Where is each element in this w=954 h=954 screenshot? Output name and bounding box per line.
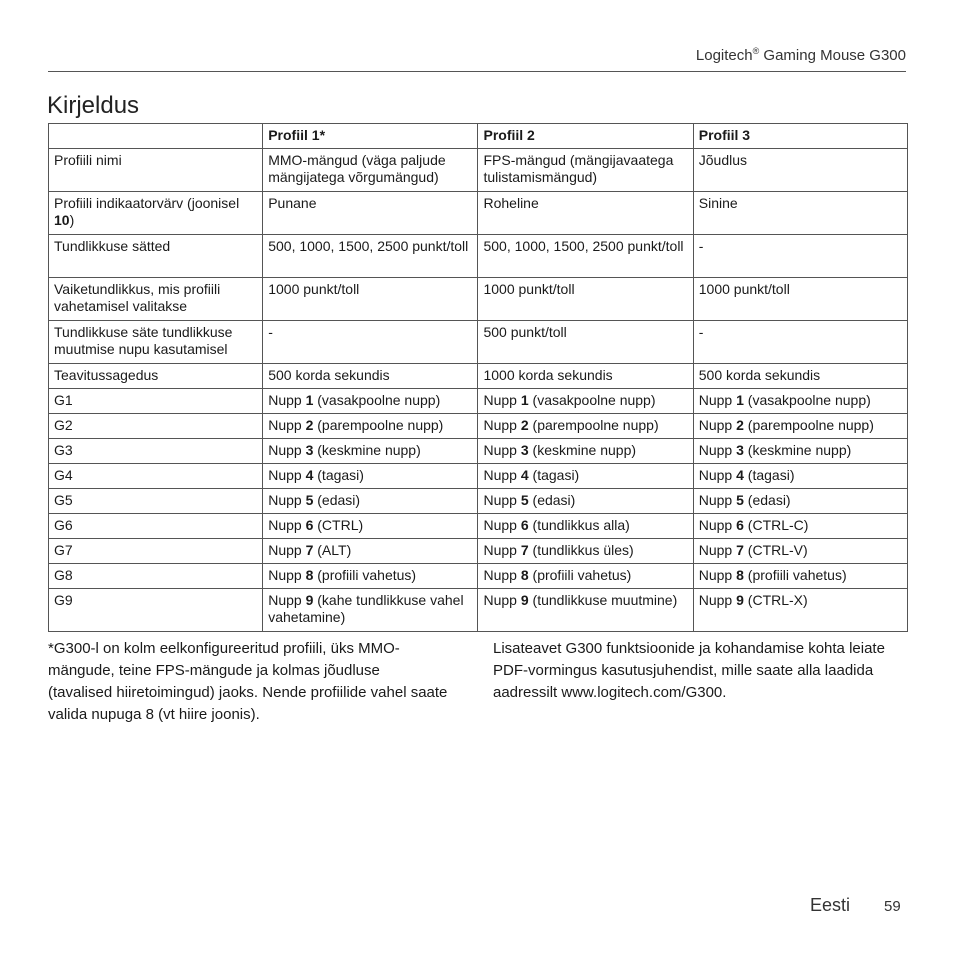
table-cell: [693, 514, 907, 539]
table-cell: [693, 439, 907, 464]
product-name: Gaming Mouse G300: [759, 47, 906, 64]
button-number: 4: [520, 467, 529, 483]
button-number: 3: [305, 442, 314, 458]
table-cell: 1000 punkt/toll: [478, 278, 693, 321]
button-number: 9: [736, 592, 744, 608]
registered-mark: ®: [752, 46, 760, 56]
table-cell: 1000 punkt/toll: [263, 278, 478, 321]
button-number: 4: [736, 467, 744, 483]
cell-text: (edasi): [528, 492, 576, 508]
button-number: 2: [520, 417, 529, 433]
row-label-cell: G9: [49, 589, 263, 632]
table-row: [49, 539, 908, 564]
cell-text: (edasi): [313, 492, 361, 508]
button-number: 4: [305, 467, 314, 483]
cell-text: (CTRL): [313, 517, 364, 533]
cell-text: (tundlikkus üles): [528, 542, 634, 558]
table-cell: MMO-mängud (väga paljude mängijatega võrgumängud): [263, 149, 478, 192]
button-number: 3: [520, 442, 529, 458]
table-cell: [478, 589, 693, 632]
button-number: 8: [305, 567, 314, 583]
row-label-cell: G7: [49, 539, 263, 564]
cell-text: Nupp: [698, 392, 737, 408]
cell-text: (parempoolne nupp): [313, 417, 444, 433]
table-cell: [263, 389, 478, 414]
cell-text: (tagasi): [528, 467, 580, 483]
button-number: 6: [305, 517, 314, 533]
table-cell: [478, 514, 693, 539]
cell-text: Nupp: [268, 542, 306, 558]
cell-text: Nupp: [268, 442, 306, 458]
header-divider: [48, 71, 906, 72]
row-label-cell: G3: [49, 439, 263, 464]
table-cell: [478, 564, 693, 589]
row-label-cell: G5: [49, 489, 263, 514]
cell-text: Nupp: [483, 492, 521, 508]
table-row: [49, 589, 908, 632]
button-number: 3: [736, 442, 744, 458]
cell-text: (keskmine nupp): [313, 442, 421, 458]
table-cell: FPS-mängud (mängijavaatega tulistamismängud): [478, 149, 693, 192]
button-number: 5: [736, 492, 744, 508]
table-cell: Sinine: [693, 192, 907, 235]
cell-text: (keskmine nupp): [528, 442, 637, 458]
cell-text: Nupp: [268, 567, 306, 583]
profile-table: [48, 123, 908, 632]
button-number: 7: [736, 542, 744, 558]
cell-text: (profiili vahetus): [743, 567, 847, 583]
table-cell: [263, 589, 478, 632]
row-label-cell: Tundlikkuse säte tundlikkuse muutmise nupu kasutamisel: [49, 321, 263, 364]
table-cell: [693, 539, 907, 564]
table-cell: [478, 539, 693, 564]
column-header: Profiil 1*: [263, 124, 478, 149]
cell-text: (keskmine nupp): [743, 442, 852, 458]
table-cell: 500 korda sekundis: [263, 364, 478, 389]
table-row: [49, 489, 908, 514]
table-row: [49, 192, 908, 235]
cell-text: Nupp: [698, 567, 737, 583]
cell-text: Nupp: [698, 417, 737, 433]
cell-text: (tagasi): [743, 467, 795, 483]
cell-text: (tagasi): [313, 467, 364, 483]
more-info-text: Lisateavet G300 funktsioonide ja kohandamise kohta leiate PDF-vormingus kasutusjuhendist, mille saate alla laadida aadressilt www.logitech.com/G300.: [493, 640, 885, 701]
table-row: [49, 321, 908, 364]
button-number: 6: [736, 517, 744, 533]
cell-text: (edasi): [743, 492, 791, 508]
button-number: 2: [736, 417, 744, 433]
cell-text: Nupp: [698, 492, 737, 508]
brand-name: Logitech: [695, 47, 753, 64]
table-row: [49, 389, 908, 414]
page-header: [696, 46, 906, 64]
button-number: 1: [736, 392, 744, 408]
cell-text: (ALT): [313, 542, 352, 558]
table-row: [49, 564, 908, 589]
button-number: 5: [520, 492, 529, 508]
button-number: 2: [305, 417, 314, 433]
table-row: [49, 278, 908, 321]
cell-text: (profiili vahetus): [313, 567, 417, 583]
footnote: *G300-l on kolm eelkonfigureeritud profiili, üks MMO-mängude, teine FPS-mängude ja kolmas jõudluse (tavalised hiiretoimingud) jaoks. Nende profiilide vahel saate valida nupuga 8 (vt hiire joonis).: [48, 640, 448, 723]
cell-text: (profiili vahetus): [528, 567, 632, 583]
button-number: 7: [520, 542, 529, 558]
cell-text: (vasakpoolne nupp): [743, 392, 871, 408]
button-number: 6: [520, 517, 529, 533]
cell-text: (CTRL-C): [743, 517, 809, 533]
cell-text: Nupp: [698, 442, 737, 458]
column-header: Profiil 3: [693, 124, 907, 149]
cell-text: Nupp: [483, 542, 521, 558]
cell-text: (vasakpoolne nupp): [528, 392, 656, 408]
table-header-row: [49, 124, 908, 149]
table-cell: 1000 korda sekundis: [478, 364, 693, 389]
button-number: 5: [305, 492, 314, 508]
cell-text: ): [69, 212, 75, 228]
table-cell: [693, 564, 907, 589]
table-cell: [478, 489, 693, 514]
cell-text: Nupp: [483, 442, 521, 458]
cell-text: Nupp: [268, 492, 306, 508]
table-cell: [263, 489, 478, 514]
table-row: [49, 514, 908, 539]
cell-text: Nupp: [268, 517, 306, 533]
table-row: [49, 414, 908, 439]
button-number: 8: [736, 567, 744, 583]
table-cell: [263, 439, 478, 464]
table-row: [49, 439, 908, 464]
table-cell: Roheline: [478, 192, 693, 235]
table-cell: [263, 539, 478, 564]
cell-text: Profiili indikaatorvärv (joonisel: [54, 195, 240, 211]
row-label-cell: [49, 192, 263, 235]
table-cell: Jõudlus: [693, 149, 907, 192]
table-cell: -: [693, 321, 907, 364]
page-number: 59: [884, 898, 901, 915]
cell-text: Nupp: [698, 542, 737, 558]
table-cell: [263, 414, 478, 439]
cell-text: (parempoolne nupp): [743, 417, 874, 433]
table-row: [49, 364, 908, 389]
table-cell: [693, 464, 907, 489]
row-label-cell: Vaiketundlikkus, mis profiili vahetamisel valitakse: [49, 278, 263, 321]
row-label-cell: G8: [49, 564, 263, 589]
row-label-cell: G2: [49, 414, 263, 439]
row-label-cell: Profiili nimi: [49, 149, 263, 192]
button-number: 7: [305, 542, 314, 558]
button-number: 8: [520, 567, 529, 583]
cell-text: Nupp: [698, 517, 737, 533]
cell-text: Nupp: [483, 567, 521, 583]
page-title: Kirjeldus: [47, 92, 140, 119]
cell-text: Nupp: [268, 592, 306, 608]
table-cell: [263, 464, 478, 489]
table-cell: [478, 414, 693, 439]
row-label-cell: Teavitussagedus: [49, 364, 263, 389]
cell-text: Nupp: [698, 467, 737, 483]
cell-text: Nupp: [698, 592, 737, 608]
table-cell: 500, 1000, 1500, 2500 punkt/toll: [263, 235, 478, 278]
button-number: 10: [54, 212, 70, 228]
table-body: [49, 149, 908, 632]
row-label-cell: G6: [49, 514, 263, 539]
table-row: [49, 464, 908, 489]
table-cell: [263, 564, 478, 589]
cell-text: Nupp: [268, 467, 306, 483]
table-cell: [478, 464, 693, 489]
row-label-cell: G1: [49, 389, 263, 414]
cell-text: Nupp: [268, 392, 306, 408]
button-number: 1: [520, 392, 529, 408]
table-cell: [693, 414, 907, 439]
cell-text: (CTRL-X): [743, 592, 808, 608]
cell-text: Nupp: [483, 417, 521, 433]
table-cell: Punane: [263, 192, 478, 235]
cell-text: (kahe tundlikkuse vahel vahetamine): [268, 592, 464, 625]
cell-text: (tundlikkuse muutmine): [528, 592, 678, 608]
cell-text: (parempoolne nupp): [528, 417, 659, 433]
table-cell: 1000 punkt/toll: [693, 278, 907, 321]
table-cell: [478, 389, 693, 414]
cell-text: Nupp: [483, 467, 521, 483]
table-cell: [693, 389, 907, 414]
column-header: Profiil 2: [478, 124, 693, 149]
table-cell: [693, 489, 907, 514]
table-row: [49, 235, 908, 278]
table-cell: -: [263, 321, 478, 364]
cell-text: (CTRL-V): [743, 542, 808, 558]
cell-text: Nupp: [483, 392, 521, 408]
table-cell: -: [693, 235, 907, 278]
table-row: [49, 149, 908, 192]
table-cell: [693, 589, 907, 632]
table-cell: 500 korda sekundis: [693, 364, 907, 389]
table-cell: [478, 439, 693, 464]
row-label-cell: G4: [49, 464, 263, 489]
row-label-cell: Tundlikkuse sätted: [49, 235, 263, 278]
table-cell: 500 punkt/toll: [478, 321, 693, 364]
cell-text: Nupp: [268, 417, 306, 433]
column-header: [49, 124, 263, 149]
footer-language: Eesti: [810, 895, 851, 915]
table-cell: 500, 1000, 1500, 2500 punkt/toll: [478, 235, 693, 278]
cell-text: (vasakpoolne nupp): [313, 392, 441, 408]
button-number: 9: [305, 592, 314, 608]
cell-text: Nupp: [483, 517, 521, 533]
button-number: 9: [520, 592, 529, 608]
table-cell: [263, 514, 478, 539]
button-number: 1: [305, 392, 314, 408]
cell-text: (tundlikkus alla): [528, 517, 630, 533]
cell-text: Nupp: [483, 592, 521, 608]
